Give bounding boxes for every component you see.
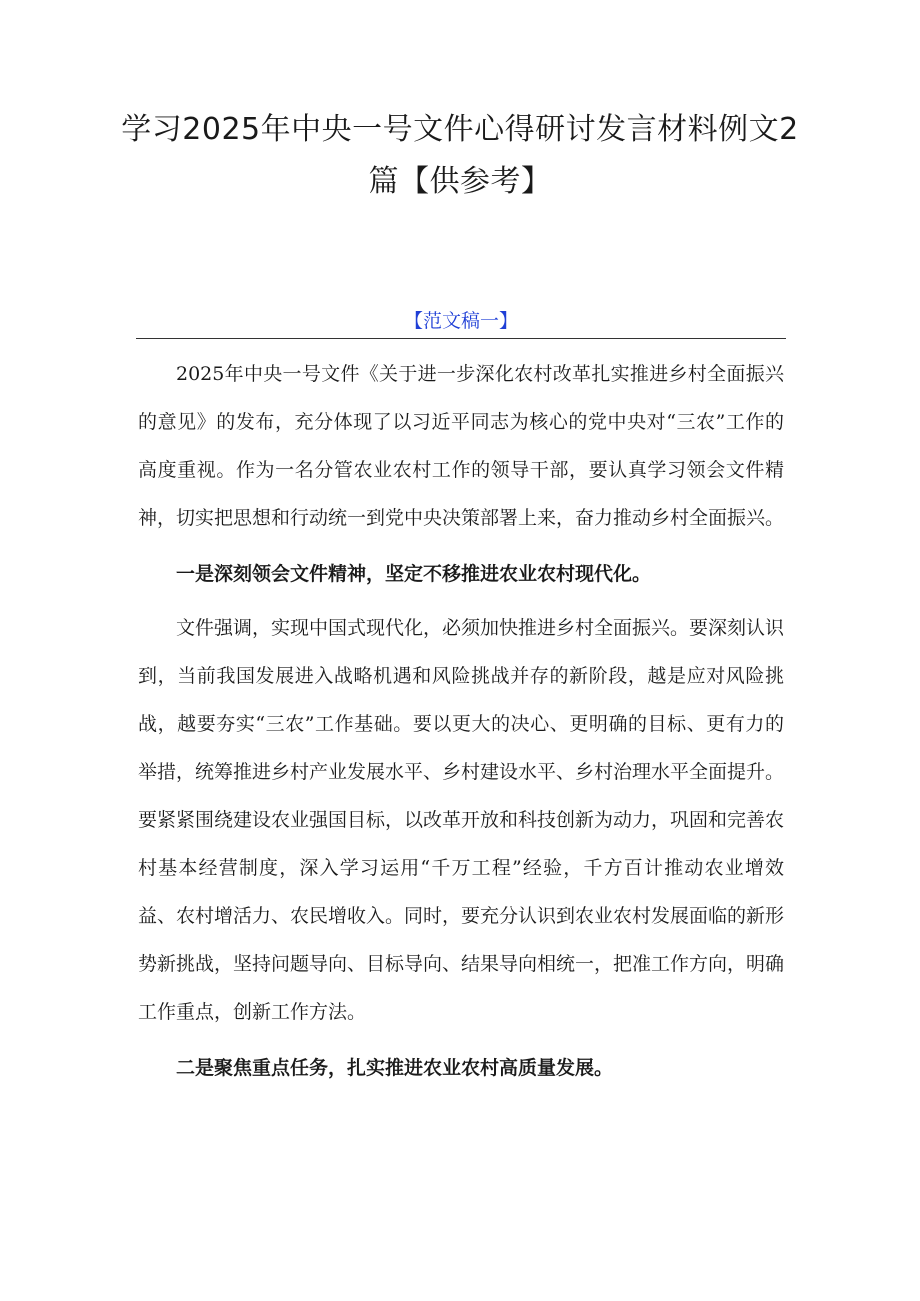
- subheading-point-one: 一是深刻领会文件精神，坚定不移推进农业农村现代化。: [176, 563, 652, 585]
- subheading-point-two: 二是聚焦重点任务，扎实推进农业农村高质量发展。: [176, 1057, 614, 1079]
- section-divider: [136, 338, 786, 339]
- document-body: [138, 350, 784, 1098]
- document-title-line-1: 学习2025年中央一号文件心得研讨发言材料例文2: [121, 112, 799, 147]
- document-title-line-2: 篇【供参考】: [368, 164, 552, 199]
- body-paragraph-point-one: 文件强调，实现中国式现代化，必须加快推进乡村全面振兴。要深刻认识到，当前我国发展进入战略机遇和风险挑战并存的新阶段，越是应对风险挑战，越要夯实“三农”工作基础。要以更大的决心、更明确的目标、更有力的举措，统筹推进乡村产业发展水平、乡村建设水平、乡村治理水平全面提升。要紧紧围绕建设农业强国目标，以改革开放和科技创新为动力，巩固和完善农村基本经营制度，深入学习运用“千万工程”经验，千方百计推动农业增效益、农村增活力、农民增收入。同时，要充分认识到农业农村发展面临的新形势新挑战，坚持问题导向、目标导向、结果导向相统一，把准工作方向，明确工作重点，创新工作方法。: [138, 617, 785, 1023]
- document-title: [120, 104, 800, 208]
- section-heading: 【范文稿一】: [403, 310, 518, 332]
- body-paragraph-intro: 2025年中央一号文件《关于进一步深化农村改革扎实推进乡村全面振兴的意见》的发布，充分体现了以习近平同志为核心的党中央对“三农”工作的高度重视。作为一名分管农业农村工作的领导干部，要认真学习领会文件精神，切实把思想和行动统一到党中央决策部署上来，奋力推动乡村全面振兴。: [138, 363, 785, 529]
